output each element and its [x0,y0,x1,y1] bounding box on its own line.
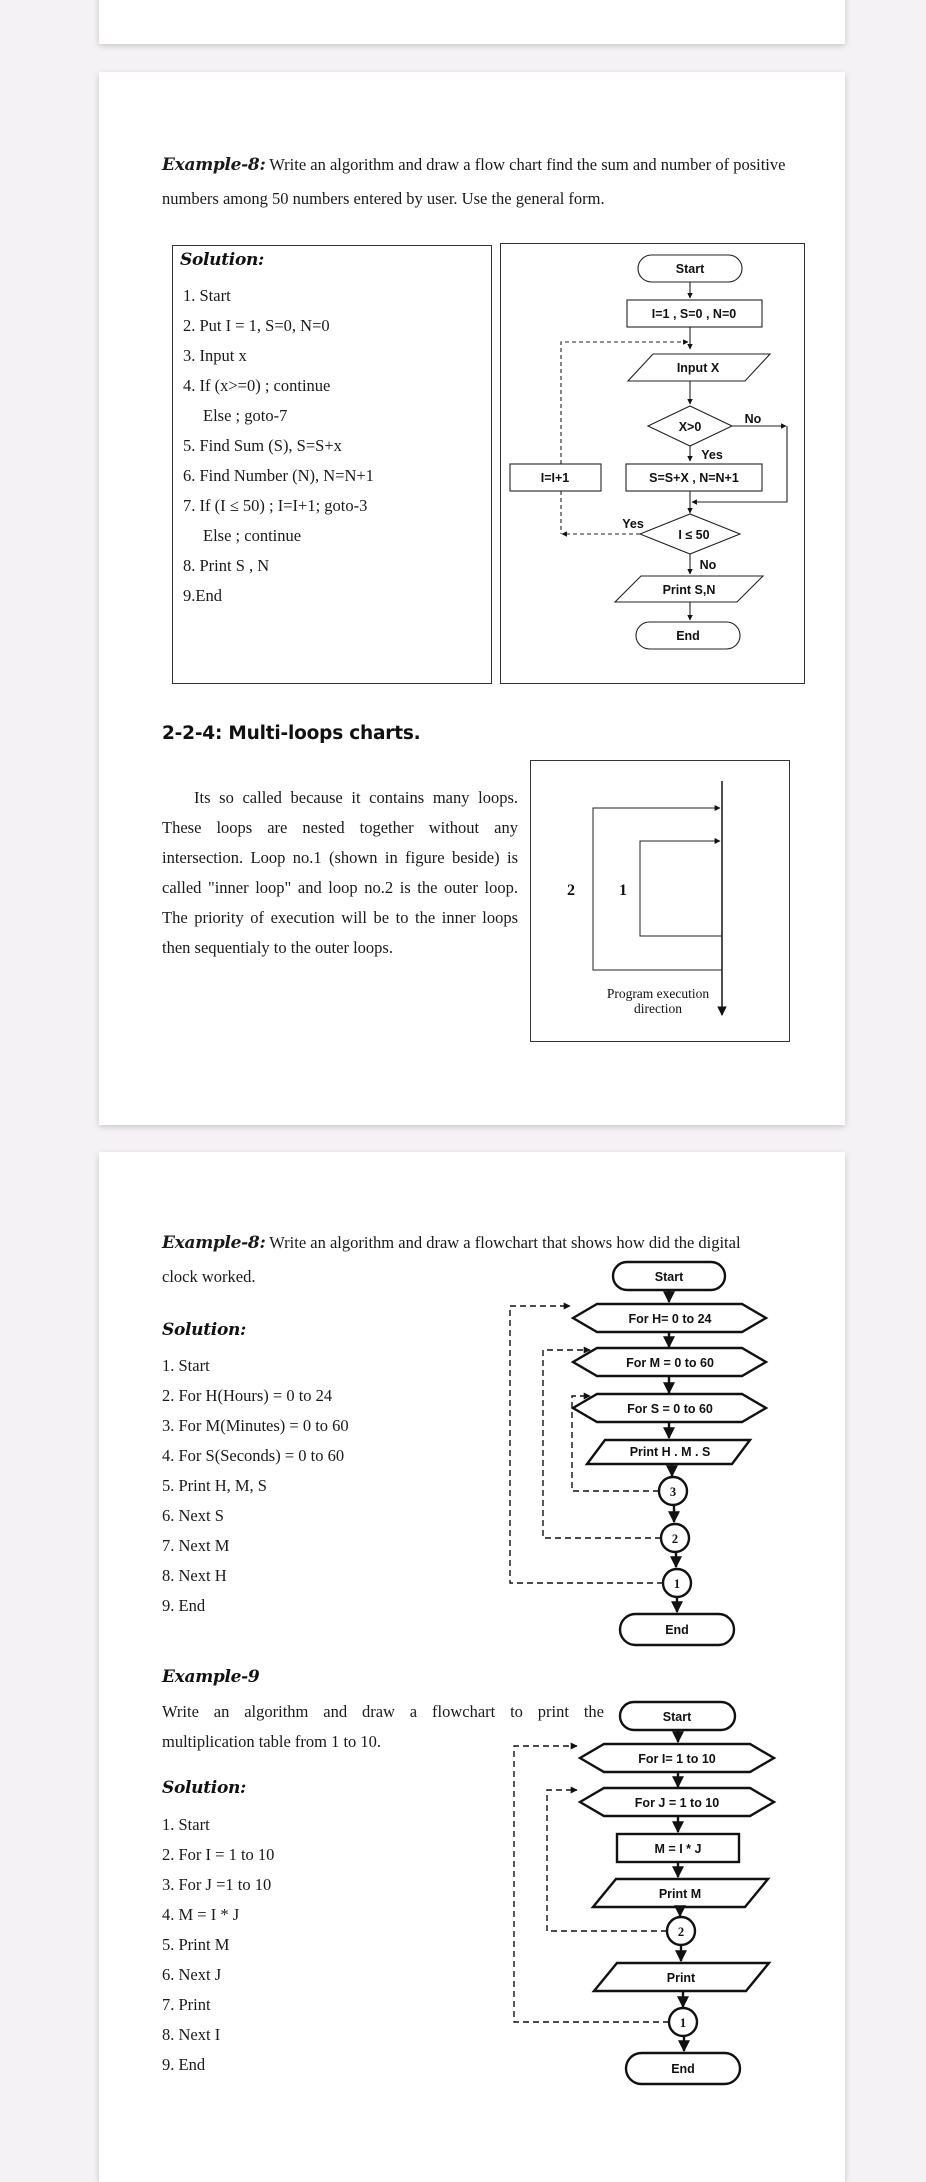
step: 6. Next S [162,1506,224,1525]
print-label: Print [666,1971,696,1985]
connector-3-label: 3 [669,1485,677,1499]
step: 5. Find Sum (S), S=S+x [183,436,342,455]
nested-loops-diagram [530,760,790,1042]
step: 2. For I = 1 to 10 [162,1845,275,1864]
step: 3. Input x [183,346,247,365]
step: 3. For J =1 to 10 [162,1875,272,1894]
solution-box [172,245,492,684]
algorithm-steps [162,1351,349,1621]
step: 2. Put I = 1, S=0, N=0 [183,316,330,335]
cond1-yes-label: Yes [701,448,723,462]
output-label: Print S,N [662,583,716,597]
caption-line-1: Program execution [606,986,710,1001]
step: 5. Print M [162,1935,230,1954]
solution-title: Solution: [162,1778,247,1798]
loop-minutes-label: For M = 0 to 60 [626,1356,714,1370]
algorithm-steps [183,281,374,611]
step: 1. Start [162,1815,210,1834]
loop-i-label: For I= 1 to 10 [638,1752,716,1766]
step: Else ; goto-7 [203,406,288,425]
connector-2-label: 2 [677,1925,685,1939]
step: 7. Print [162,1995,211,2014]
document-page-1 [99,0,845,44]
multiply-label: M = I * J [654,1842,702,1856]
example-8a-prompt [162,150,786,214]
algorithm-steps [162,1810,274,2080]
prompt-line-2: clock worked. [162,1267,256,1286]
step: 9. End [162,2055,206,2074]
section-heading: 2-2-4: Multi-loops charts. [162,723,421,744]
cond2-yes-label: Yes [622,517,644,531]
cond2-no-label: No [699,558,717,572]
step: 4. M = I * J [162,1905,240,1924]
multiloops-paragraph [162,783,518,963]
start-label: Start [654,1270,684,1284]
step: 9.End [183,586,222,605]
step: 4. For S(Seconds) = 0 to 60 [162,1446,345,1465]
inner-loop-label: 1 [619,882,627,899]
step: 3. For M(Minutes) = 0 to 60 [162,1416,349,1435]
output-label: Print H . M . S [629,1445,711,1459]
process-label: S=S+X , N=N+1 [649,471,739,485]
step: 8. Next H [162,1566,227,1585]
caption-line-2: direction [634,1001,682,1016]
loop-seconds-label: For S = 0 to 60 [627,1402,713,1416]
step: Else ; continue [203,526,302,545]
document-page-2 [99,72,845,1125]
paragraph-text: Its so called because it contains many loops. These loops are nested together without any intersection. Loop no.1 (shown in figure beside) is called "inner loop" and loop no.2 is the outer loop. The priority of execution will be to the inner loops then sequentialy to the outer loops. [162,788,518,957]
example-9-label: Example-9 [162,1667,260,1687]
increment-label: I=I+1 [540,471,570,485]
step: 5. Print H, M, S [162,1476,267,1495]
step: 4. If (x>=0) ; continue [183,376,331,395]
step: 9. End [162,1596,206,1615]
init-label: I=1 , S=0 , N=0 [651,307,737,321]
loop-j-label: For J = 1 to 10 [634,1796,720,1810]
flowchart-box [500,243,805,684]
connector-2-label: 2 [671,1532,679,1546]
step: 1. Start [183,286,231,305]
multiloops-figure [530,760,790,1042]
end-label: End [665,1623,689,1637]
step: 8. Next I [162,2025,221,2044]
outer-loop-label: 2 [567,882,575,899]
end-label: End [676,629,700,643]
example-label: Example-8: [162,155,266,175]
prompt-line-1: Write an algorithm and draw a flowchart that shows how did the digital [269,1233,741,1252]
connector-1-label: 1 [673,1577,681,1591]
step: 7. Next M [162,1536,230,1555]
cond1-no-label: No [744,412,762,426]
step: 2. For H(Hours) = 0 to 24 [162,1386,333,1405]
sum-count-flowchart [500,243,805,684]
cond1-label: X>0 [678,420,702,434]
document-page-3 [99,1152,845,2182]
step: 8. Print S , N [183,556,270,575]
start-label: Start [662,1710,692,1724]
cond2-label: I ≤ 50 [678,528,710,542]
prompt-line-1: Write an algorithm and draw a flowchart to print the [162,1702,604,1721]
prompt-line-2: numbers among 50 numbers entered by user. Use the general form. [162,189,605,208]
connector-1-label: 1 [679,2016,687,2030]
prompt-line-1: Write an algorithm and draw a flow chart find the sum and number of positive [269,155,786,174]
prompt-line-2: multiplication table from 1 to 10. [162,1732,382,1751]
input-label: Input X [676,361,720,375]
digital-clock-flowchart [470,1256,790,1666]
solution-title: Solution: [180,250,265,270]
start-label: Start [675,262,705,276]
solution-title: Solution: [162,1320,247,1340]
example-label: Example-8: [162,1233,266,1253]
step: 6. Next J [162,1965,222,1984]
step: 6. Find Number (N), N=N+1 [183,466,374,485]
print-m-label: Print M [658,1887,702,1901]
step: 7. If (I ≤ 50) ; I=I+1; goto-3 [183,496,368,515]
multiplication-flowchart [470,1695,790,2115]
step: 1. Start [162,1356,210,1375]
end-label: End [671,2062,695,2076]
loop-hours-label: For H= 0 to 24 [628,1312,712,1326]
